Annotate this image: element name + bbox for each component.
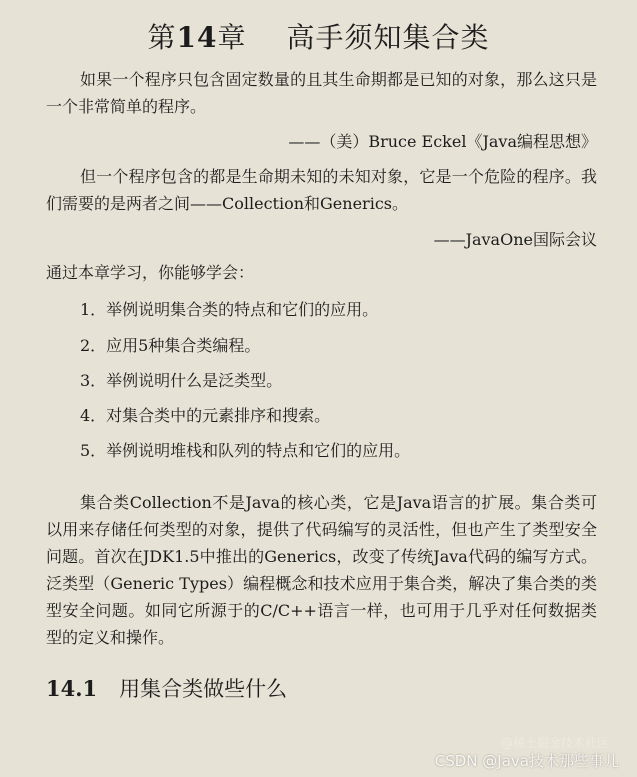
chapter-title bbox=[0, 18, 637, 58]
objective-item: 2．应用5种集合类编程。 bbox=[80, 336, 261, 355]
objective-item: 4．对集合类中的元素排序和搜索。 bbox=[80, 406, 331, 425]
quote-2-attribution: ——JavaOne国际会议 bbox=[433, 230, 597, 249]
chapter-label-prefix: 第 bbox=[147, 21, 177, 54]
section-title: 用集合类做些什么 bbox=[119, 677, 288, 701]
objective-item: 5．举例说明堆栈和队列的特点和它们的应用。 bbox=[80, 441, 411, 460]
chapter-label-suffix: 章 bbox=[217, 21, 247, 54]
objective-item: 3．举例说明什么是泛类型。 bbox=[80, 371, 283, 390]
csdn-watermark: CSDN @Java技术那些事儿 bbox=[434, 752, 619, 770]
chapter-number: 14 bbox=[176, 21, 218, 54]
juejin-watermark: @稀土掘金技术社区 bbox=[500, 736, 609, 750]
quote-1-attribution: ——（美）Bruce Eckel《Java编程思想》 bbox=[288, 132, 597, 151]
section-heading bbox=[46, 674, 287, 704]
chapter-name: 高手须知集合类 bbox=[286, 21, 490, 54]
quote-2-text: 但一个程序包含的都是生命期未知的未知对象，它是一个危险的程序。我们需要的是两者之间——Collection和Generics。 bbox=[46, 167, 597, 213]
objective-item: 1．举例说明集合类的特点和它们的应用。 bbox=[80, 300, 379, 319]
body-paragraph: 集合类Collection不是Java的核心类，它是Java语言的扩展。集合类可以用来存储任何类型的对象，提供了代码编写的灵活性，但也产生了类型安全问题。首次在JDK1.5中推出的Generics，改变了传统Java代码的编写方式。泛类型（Generic Types）编程概念和技术应用于集合类，解决了集合类的类型安全问题。如同它所源于的C/C++语言一样，也可用于几乎对任何数据类型的定义和操作。 bbox=[46, 493, 597, 647]
quote-1-text: 如果一个程序只包含固定数量的且其生命期都是已知的对象，那么这只是一个非常简单的程序。 bbox=[46, 70, 597, 116]
section-number: 14.1 bbox=[46, 676, 98, 701]
objectives-intro: 通过本章学习，你能够学会： bbox=[46, 263, 255, 282]
